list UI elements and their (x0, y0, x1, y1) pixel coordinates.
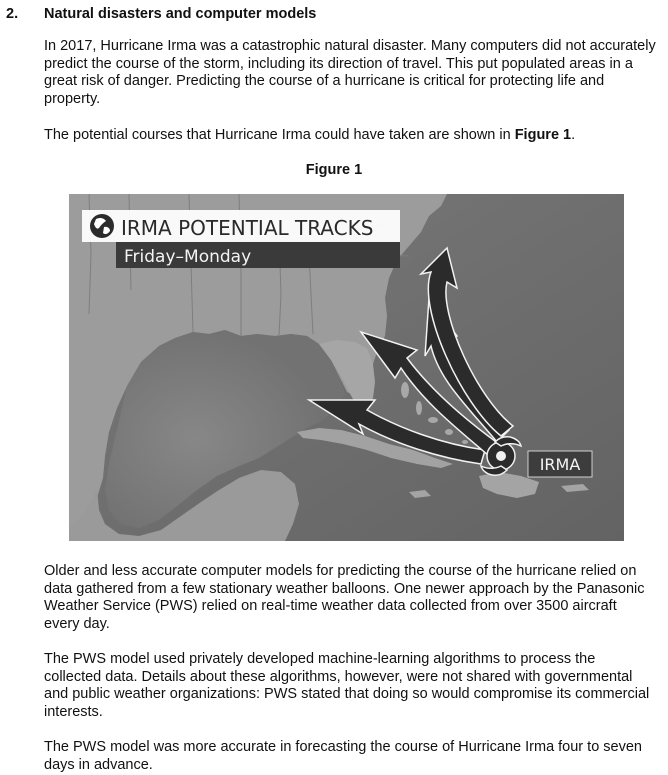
storm-label: IRMA (539, 455, 581, 474)
globe-icon (90, 214, 114, 238)
figure-label: Figure 1 (305, 162, 363, 178)
question-number: 2. (6, 6, 19, 22)
banner-subtitle: Friday–Monday (124, 247, 252, 267)
old-models-paragraph: Older and less accurate computer models for predicting the course of the hurricane relied on data gathered from a few stationary weather balloons. One newer approach by the Panasonic Weather Service (PWS) relied on real-time weather data collected from over 3500 aircraft every day. (44, 563, 645, 632)
courses-paragraph (44, 127, 656, 145)
intro-paragraph: In 2017, Hurricane Irma was a catastrophic natural disaster. Many computers did not accurately predict the course of the storm, including its direction of travel. This put populated areas in a great risk of danger. Predicting the course of a hurricane is critical for protecting life and property. (44, 38, 656, 107)
hurricane-map (69, 194, 624, 541)
question-title: Natural disasters and computer models (44, 6, 317, 22)
courses-period: . (571, 127, 576, 143)
figure-reference: Figure 1 (514, 127, 572, 143)
courses-text: The potential courses that Hurricane Irma could have taken are shown in (44, 127, 515, 143)
pws-model-paragraph: The PWS model used privately developed machine-learning algorithms to process the collected data. Details about these algorithms, however, were not shared with governmental and public weather organizations: PWS stated that doing so would compromise its commercial interests. (44, 651, 650, 720)
banner-title: IRMA POTENTIAL TRACKS (121, 216, 374, 240)
accuracy-paragraph: The PWS model was more accurate in forecasting the course of Hurricane Irma four to seven days in advance. (44, 739, 642, 773)
